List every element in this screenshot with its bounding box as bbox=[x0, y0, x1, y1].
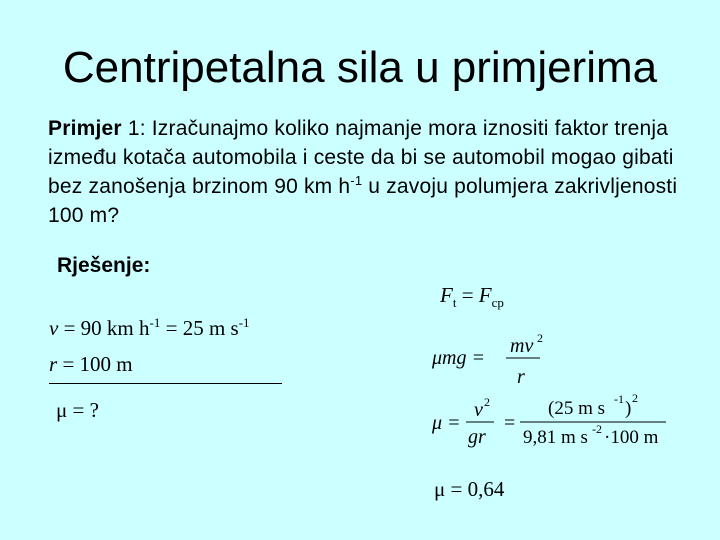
eq2-denominator-2b: ·100 m bbox=[604, 427, 659, 448]
radius-symbol: r bbox=[49, 352, 58, 376]
result bbox=[434, 476, 504, 502]
solution-label: Rješenje: bbox=[57, 254, 151, 277]
eq2-numerator-2: (25 m s bbox=[548, 398, 605, 419]
given-velocity bbox=[49, 315, 250, 341]
eq2-numerator-1: v bbox=[474, 399, 483, 421]
eq1-numerator-exp: 2 bbox=[537, 331, 543, 345]
velocity-value-a: = 90 km h bbox=[58, 316, 150, 340]
force-subscript-cp: cp bbox=[491, 295, 504, 310]
problem-statement bbox=[48, 114, 698, 230]
given-divider bbox=[49, 383, 282, 384]
eq2-numerator-2-exp: -1 bbox=[614, 392, 624, 406]
velocity-value-b: = 25 m s bbox=[160, 316, 239, 340]
radius-value: = 100 m bbox=[57, 352, 133, 376]
velocity-exp-b: -1 bbox=[238, 315, 250, 330]
eq2-lhs: μ = bbox=[432, 412, 461, 434]
eq2-denominator-2a: 9,81 m s bbox=[523, 427, 588, 448]
eq2-denominator-2-exp: -2 bbox=[592, 422, 602, 436]
result-mu-symbol: μ bbox=[434, 477, 446, 501]
force-subscript-t: t bbox=[452, 295, 457, 310]
unknown-value: = ? bbox=[67, 398, 99, 422]
eq1-numerator: mv bbox=[510, 335, 534, 357]
equations-figure bbox=[420, 322, 690, 452]
eq2-denominator-1: gr bbox=[468, 426, 486, 448]
eq2-numerator-2-close: ) bbox=[625, 398, 632, 419]
velocity-exp-a: -1 bbox=[149, 315, 161, 330]
eq1-lhs: μmg = bbox=[432, 347, 485, 369]
problem-label: Primjer bbox=[48, 117, 122, 140]
given-radius bbox=[49, 351, 133, 377]
force-equals: = bbox=[456, 283, 479, 307]
problem-text-2: u zavoju polumjera zakrivljenosti 100 m? bbox=[48, 175, 678, 227]
slide-title: Centripetalna sila u primjerima bbox=[62, 43, 658, 92]
problem-text-1: 1: Izračunajmo koliko najmanje mora iznositi faktor trenja između kotača automobila i ceste da bi se automobil mogao gibati bez zanošenja brzinom 90 km h bbox=[48, 117, 674, 198]
eq2-numerator-1-exp: 2 bbox=[484, 395, 490, 409]
eq2-numerator-2-exp-2: 2 bbox=[632, 391, 638, 405]
eq1-denominator: r bbox=[517, 366, 525, 388]
problem-exponent: -1 bbox=[350, 173, 363, 188]
force-symbol-2: F bbox=[478, 283, 492, 307]
unknown-friction bbox=[56, 397, 99, 423]
velocity-symbol: v bbox=[49, 316, 59, 340]
result-value: = 0,64 bbox=[445, 477, 505, 501]
force-equation bbox=[440, 282, 504, 308]
force-symbol: F bbox=[440, 283, 453, 307]
mu-symbol: μ bbox=[56, 398, 68, 422]
eq2-equals: = bbox=[504, 412, 516, 434]
